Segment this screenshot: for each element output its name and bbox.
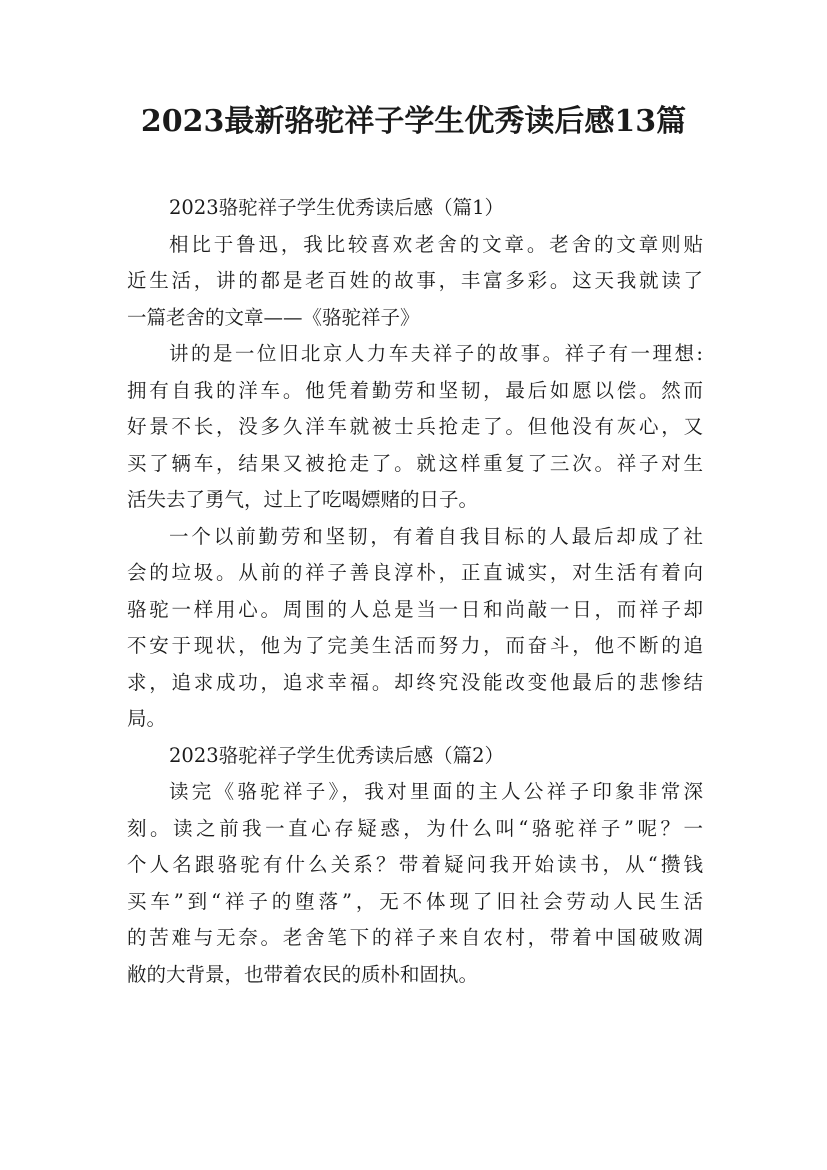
text-line: 活失去了勇气，过上了吃喝嫖赌的日子。	[127, 488, 479, 511]
section-heading: 2023骆驼祥子学生优秀读后感（篇1）	[169, 196, 505, 219]
text-line: 会的垃圾。从前的祥子善良淳朴，正直诚实，对生活有着向	[127, 561, 703, 584]
text-line: 相比于鲁迅，我比较喜欢老舍的文章。老舍的文章则贴	[169, 232, 703, 256]
text-line: 骆驼一样用心。周围的人总是当一日和尚敲一日，而祥子却	[127, 597, 703, 621]
text-line: 买车”到“祥子的堕落”，无不体现了旧社会劳动人民生活	[127, 889, 703, 913]
text-line: 讲的是一位旧北京人力车夫祥子的故事。祥子有一理想:	[169, 342, 703, 365]
section-heading: 2023骆驼祥子学生优秀读后感（篇2）	[169, 743, 505, 767]
text-line: 的苦难与无奈。老舍笔下的祥子来自农村，带着中国破败凋	[127, 926, 703, 949]
text-line: 个人名跟骆驼有什么关系？带着疑问我开始读书，从“攒钱	[127, 853, 703, 876]
document-title: 2023最新骆驼祥子学生优秀读后感13篇	[140, 104, 687, 139]
text-line: 敝的大背景，也带着农民的质朴和固执。	[127, 962, 479, 986]
paragraph	[127, 227, 703, 337]
document-body	[127, 190, 703, 993]
text-line: 买了辆车，结果又被抢走了。就这样重复了三次。祥子对生	[127, 451, 703, 475]
text-line: 拥有自我的洋车。他凭着勤劳和坚韧，最后如愿以偿。然而	[127, 378, 703, 402]
text-line: 一篇老舍的文章——《骆驼祥子》	[127, 305, 420, 329]
paragraph	[127, 336, 703, 519]
text-line: 读完《骆驼祥子》，我对里面的主人公祥子印象非常深	[169, 780, 703, 803]
text-line: 局。	[127, 707, 167, 730]
text-line: 近生活，讲的都是老百姓的故事，丰富多彩。这天我就读了	[127, 269, 703, 292]
paragraph	[127, 519, 703, 738]
text-line: 不安于现状，他为了完美生活而努力，而奋斗，他不断的追	[127, 634, 703, 657]
text-line: 一个以前勤劳和坚韧，有着自我目标的人最后却成了社	[169, 524, 703, 548]
text-line: 求，追求成功，追求幸福。却终究没能改变他最后的悲惨结	[127, 670, 703, 694]
text-line: 刻。读之前我一直心存疑惑，为什么叫“骆驼祥子”呢？一	[127, 816, 703, 840]
text-line: 好景不长，没多久洋车就被士兵抢走了。但他没有灰心，又	[127, 415, 703, 438]
paragraph	[127, 774, 703, 993]
